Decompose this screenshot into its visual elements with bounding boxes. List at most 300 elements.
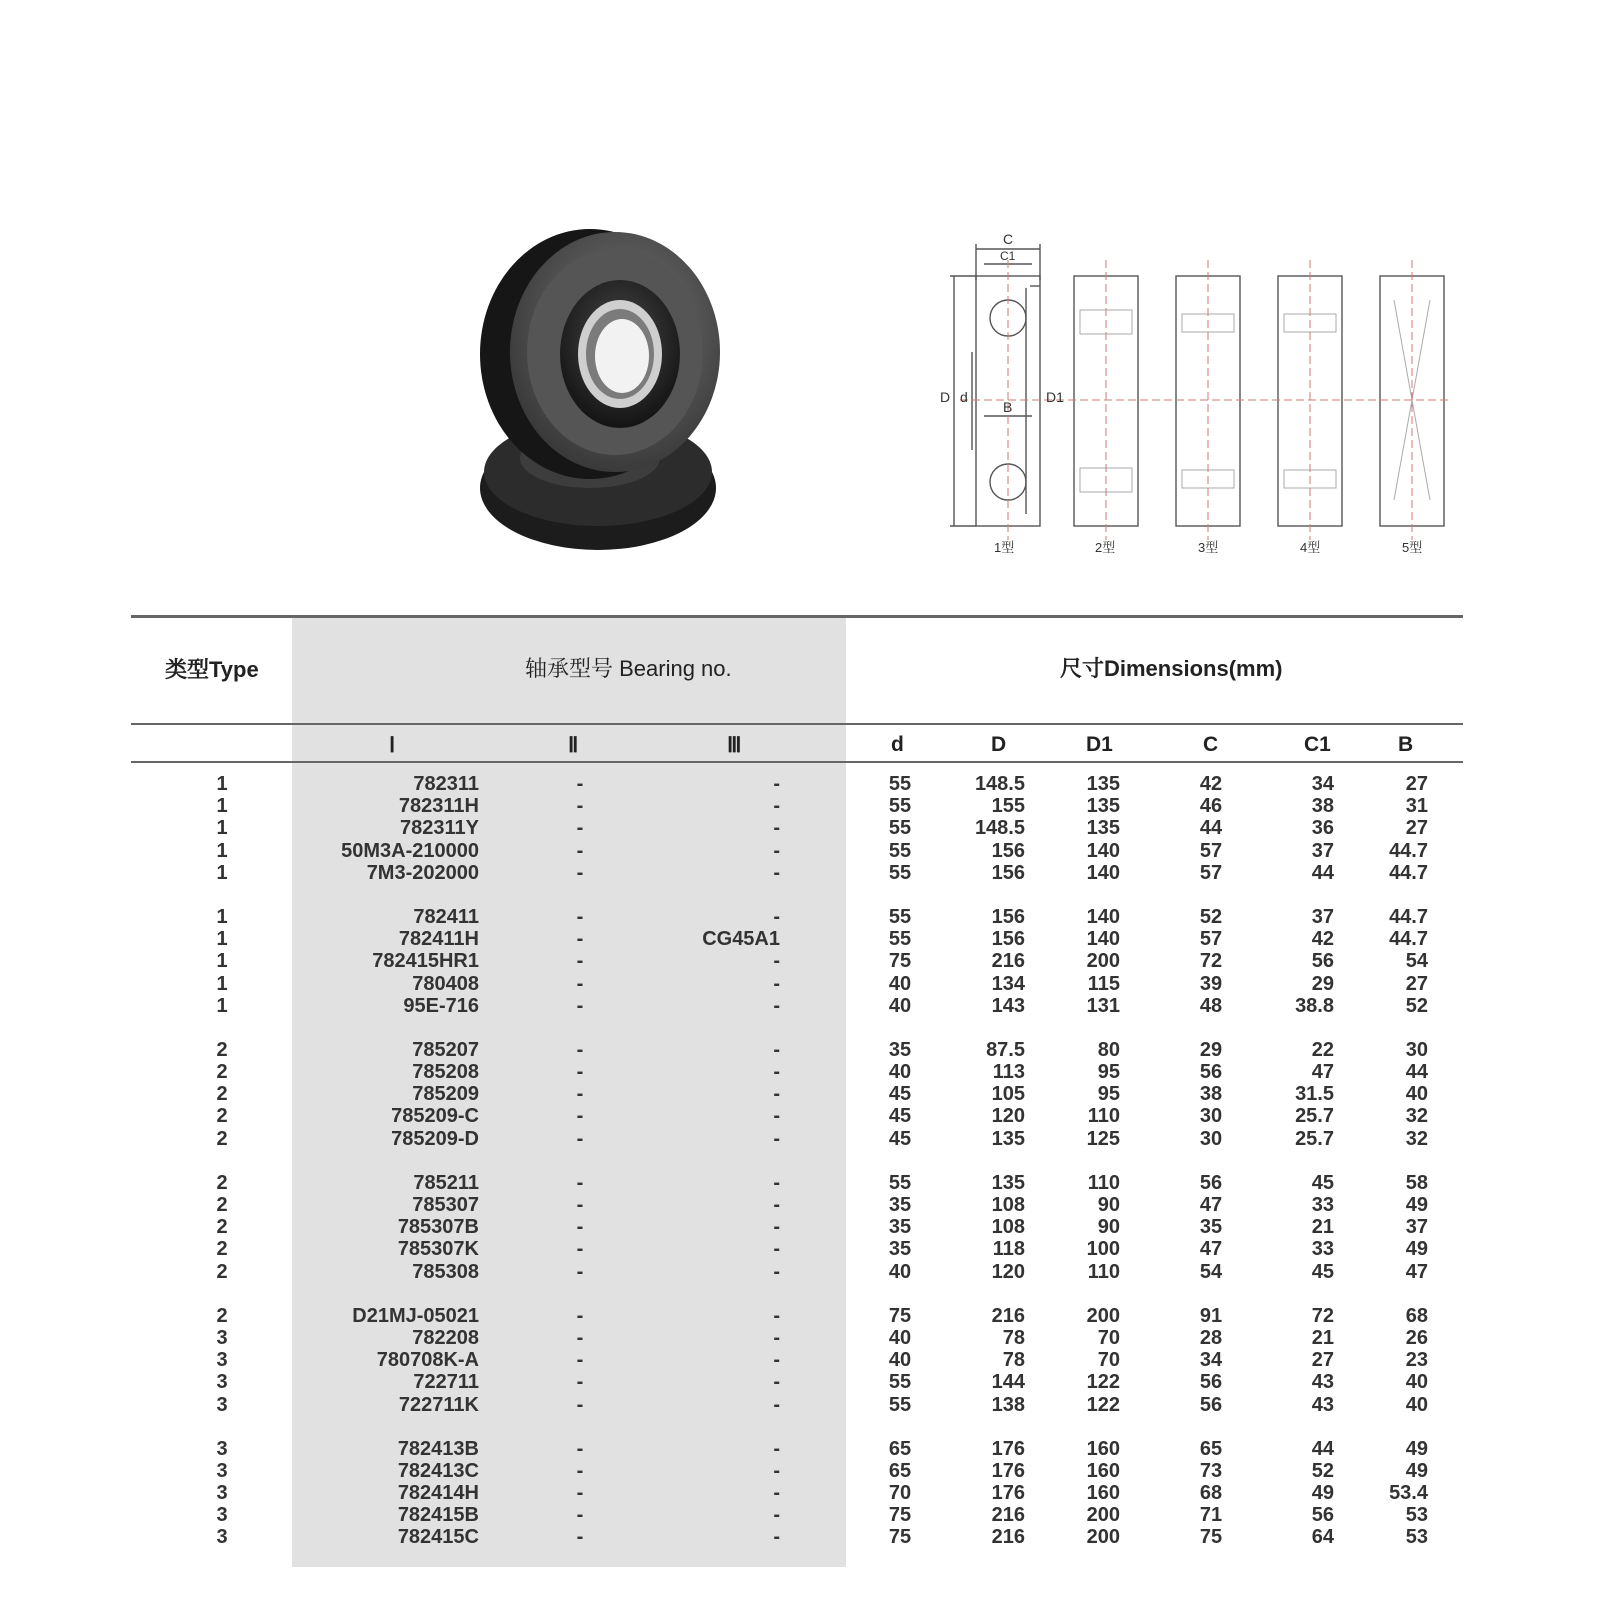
cell-bearing-iii: -: [773, 905, 780, 928]
cell-bearing-ii: -: [576, 1216, 584, 1239]
cell-type: 3: [216, 1349, 228, 1372]
cell-dim-C1: 37: [1311, 839, 1334, 862]
dim-label-c1: C1: [1000, 249, 1016, 263]
table-row: [0, 840, 1600, 862]
cell-dim-C1: 33: [1311, 1238, 1334, 1261]
cell-dim-D: 105: [991, 1083, 1025, 1106]
cell-dim-d: 65: [888, 1437, 912, 1460]
cell-bearing-i: 782414H: [397, 1482, 479, 1505]
cell-dim-B: 44.7: [1389, 839, 1428, 862]
cell-type: 1: [216, 972, 228, 995]
cell-bearing-iii: -: [773, 1127, 780, 1150]
cell-bearing-ii: -: [576, 1349, 584, 1372]
cell-bearing-ii: -: [576, 1061, 584, 1084]
cell-dim-C: 57: [1199, 861, 1223, 884]
subheader-b1: Ⅰ: [389, 734, 396, 757]
cell-dim-D1: 70: [1097, 1349, 1120, 1372]
cell-dim-d: 40: [888, 1326, 912, 1349]
cell-dim-D: 108: [991, 1194, 1025, 1216]
cell-bearing-i: 782411H: [398, 928, 479, 951]
row-group: [0, 1039, 1600, 1150]
cell-bearing-ii: -: [576, 1238, 584, 1261]
cell-dim-D1: 140: [1086, 839, 1120, 862]
cell-dim-C1: 38.8: [1295, 994, 1334, 1017]
cell-dim-d: 55: [888, 773, 912, 795]
cell-bearing-ii: -: [576, 1371, 584, 1394]
subheader-C1: C1: [1304, 733, 1331, 756]
cell-dim-d: 45: [888, 1083, 912, 1106]
cell-dim-C1: 45: [1311, 1260, 1334, 1283]
cell-dim-D1: 140: [1086, 905, 1120, 928]
table-body: [0, 773, 1600, 1571]
cell-bearing-iii: -: [773, 1038, 780, 1061]
cell-dim-C: 30: [1199, 1105, 1223, 1128]
cell-dim-B: 44: [1405, 1061, 1428, 1084]
cell-dim-D: 108: [991, 1216, 1025, 1239]
cell-bearing-i: 785209-D: [391, 1127, 479, 1150]
cell-dim-C1: 43: [1311, 1371, 1334, 1394]
cell-dim-D1: 95: [1097, 1061, 1120, 1084]
cell-dim-B: 53: [1405, 1504, 1428, 1527]
cell-dim-d: 55: [888, 1371, 912, 1394]
cell-type: 3: [216, 1437, 228, 1460]
cell-dim-D1: 110: [1087, 1260, 1120, 1283]
cell-bearing-i: 50M3A-210000: [341, 839, 479, 862]
cell-bearing-iii: -: [773, 994, 780, 1017]
cell-bearing-i: 782208: [412, 1326, 479, 1349]
subheader-d: d: [891, 733, 904, 756]
cell-dim-C: 71: [1199, 1504, 1223, 1527]
table-row: [0, 1394, 1600, 1416]
cell-dim-C1: 36: [1311, 817, 1334, 840]
cell-bearing-i: 785307K: [397, 1238, 479, 1261]
cell-bearing-i: 782411: [413, 905, 479, 928]
cell-bearing-iii: -: [773, 972, 780, 995]
table-row: [0, 1216, 1600, 1238]
cell-bearing-ii: -: [576, 1127, 584, 1150]
cell-bearing-i: 785207: [412, 1038, 479, 1061]
cell-dim-C: 75: [1199, 1526, 1223, 1549]
cell-bearing-iii: -: [773, 1482, 780, 1505]
row-group: [0, 773, 1600, 884]
table-row: [0, 1349, 1600, 1371]
cell-dim-D1: 131: [1086, 994, 1120, 1017]
cell-bearing-iii: -: [773, 839, 780, 862]
cell-bearing-iii: -: [773, 861, 780, 884]
cell-bearing-ii: -: [576, 861, 584, 884]
cell-dim-B: 32: [1405, 1127, 1428, 1150]
type-label-1: 1型: [994, 540, 1015, 555]
cell-dim-D: 143: [991, 994, 1025, 1017]
cell-dim-C1: 47: [1311, 1061, 1334, 1084]
cell-type: 1: [216, 994, 228, 1017]
table-row: [0, 950, 1600, 972]
cell-bearing-iii: -: [773, 1326, 780, 1349]
cell-bearing-i: 722711K: [398, 1393, 479, 1416]
cell-type: 1: [216, 905, 228, 928]
cell-dim-D: 78: [1002, 1349, 1025, 1372]
cell-dim-D1: 115: [1087, 972, 1120, 995]
cell-dim-d: 75: [888, 1304, 912, 1327]
row-group: [0, 1172, 1600, 1283]
cell-dim-D: 135: [991, 1171, 1025, 1194]
type-label-3: 3型: [1198, 540, 1219, 555]
cell-bearing-i: 785308: [412, 1260, 479, 1283]
cell-type: 2: [216, 1304, 228, 1327]
cell-bearing-i: 782413C: [397, 1459, 479, 1482]
cell-dim-B: 44.7: [1389, 861, 1428, 884]
cell-dim-D1: 200: [1086, 1526, 1120, 1549]
cell-dim-C1: 34: [1311, 773, 1334, 795]
cell-bearing-iii: -: [773, 1304, 780, 1327]
cell-dim-C1: 72: [1311, 1304, 1334, 1327]
cell-dim-B: 49: [1405, 1194, 1428, 1216]
cell-dim-C: 56: [1199, 1061, 1223, 1084]
cell-dim-B: 31: [1405, 795, 1428, 818]
cell-bearing-ii: -: [576, 1437, 584, 1460]
cell-dim-D1: 140: [1086, 861, 1120, 884]
cell-bearing-i: 785209: [412, 1083, 479, 1106]
cell-bearing-i: 785307: [412, 1194, 479, 1216]
cell-dim-D1: 160: [1086, 1437, 1120, 1460]
cell-dim-d: 55: [888, 905, 912, 928]
cell-dim-B: 52: [1405, 994, 1428, 1017]
cell-dim-C1: 37: [1311, 905, 1334, 928]
cell-bearing-i: 785209-C: [391, 1105, 479, 1128]
cell-bearing-ii: -: [576, 1459, 584, 1482]
cell-dim-D: 216: [991, 1504, 1025, 1527]
cell-dim-D: 216: [991, 1526, 1025, 1549]
cell-bearing-ii: -: [576, 1083, 584, 1106]
cell-dim-C: 56: [1199, 1371, 1223, 1394]
cell-type: 2: [216, 1238, 228, 1261]
cell-bearing-i: 95E-716: [403, 994, 479, 1017]
cell-bearing-iii: -: [773, 1194, 780, 1216]
cell-bearing-i: 782415HR1: [372, 950, 479, 973]
cell-dim-D: 216: [991, 1304, 1025, 1327]
cell-dim-d: 35: [888, 1194, 912, 1216]
cell-type: 2: [216, 1105, 228, 1128]
cell-type: 3: [216, 1504, 228, 1527]
cell-dim-D1: 90: [1097, 1216, 1120, 1239]
cell-dim-C1: 25.7: [1295, 1127, 1334, 1150]
cell-dim-C1: 38: [1311, 795, 1334, 818]
cell-dim-C: 91: [1199, 1304, 1223, 1327]
cell-bearing-ii: -: [576, 928, 584, 951]
table-row: [0, 1305, 1600, 1327]
cell-type: 1: [216, 817, 228, 840]
cell-bearing-ii: -: [576, 1194, 584, 1216]
cell-bearing-iii: -: [773, 1437, 780, 1460]
cell-dim-C: 68: [1199, 1482, 1223, 1505]
cell-dim-D1: 160: [1086, 1459, 1120, 1482]
cell-dim-D: 216: [991, 950, 1025, 973]
cell-dim-D: 118: [992, 1238, 1025, 1261]
cell-dim-D1: 95: [1097, 1083, 1120, 1106]
header-dimensions: 尺寸Dimensions(mm): [1060, 656, 1283, 681]
cell-bearing-ii: -: [576, 773, 584, 795]
cell-dim-D1: 90: [1097, 1194, 1120, 1216]
cell-dim-d: 40: [888, 1260, 912, 1283]
cell-dim-d: 40: [888, 994, 912, 1017]
cell-bearing-i: 7M3-202000: [366, 861, 479, 884]
cell-bearing-i: 782311: [413, 773, 479, 795]
cell-dim-C: 65: [1199, 1437, 1223, 1460]
cell-dim-D: 113: [992, 1061, 1025, 1084]
cell-dim-D1: 122: [1086, 1393, 1120, 1416]
cell-dim-B: 47: [1405, 1260, 1428, 1283]
cell-dim-C1: 56: [1311, 950, 1334, 973]
cell-dim-B: 44.7: [1389, 905, 1428, 928]
cell-dim-D: 134: [991, 972, 1025, 995]
cell-dim-B: 44.7: [1389, 928, 1428, 951]
cell-dim-C1: 29: [1311, 972, 1334, 995]
cell-dim-d: 75: [888, 1526, 912, 1549]
row-group: [0, 1305, 1600, 1416]
cell-bearing-i: 782415C: [397, 1526, 479, 1549]
cell-dim-B: 23: [1405, 1349, 1428, 1372]
table-row: [0, 973, 1600, 995]
cell-dim-C1: 25.7: [1295, 1105, 1334, 1128]
cell-dim-D1: 160: [1086, 1482, 1120, 1505]
cell-bearing-iii: -: [773, 1238, 780, 1261]
cell-dim-C1: 21: [1311, 1326, 1334, 1349]
cell-dim-d: 55: [888, 795, 912, 818]
cell-bearing-ii: -: [576, 1482, 584, 1505]
cell-dim-B: 27: [1405, 773, 1428, 795]
cell-bearing-i: 782311H: [398, 795, 479, 818]
cell-dim-d: 40: [888, 1349, 912, 1372]
cell-bearing-iii: -: [773, 1105, 780, 1128]
cell-dim-C: 73: [1199, 1459, 1223, 1482]
cell-bearing-iii: -: [773, 1216, 780, 1239]
cell-dim-d: 45: [888, 1105, 912, 1128]
cell-dim-C: 29: [1199, 1038, 1223, 1061]
cell-dim-D1: 80: [1097, 1038, 1120, 1061]
cell-dim-B: 40: [1405, 1393, 1428, 1416]
cell-dim-B: 58: [1405, 1171, 1428, 1194]
cell-dim-C: 52: [1199, 905, 1223, 928]
cell-dim-C1: 21: [1311, 1216, 1334, 1239]
cell-dim-d: 55: [888, 839, 912, 862]
cell-bearing-ii: -: [576, 1326, 584, 1349]
cell-dim-D: 156: [991, 839, 1025, 862]
cell-dim-C: 30: [1199, 1127, 1223, 1150]
cell-dim-B: 40: [1405, 1371, 1428, 1394]
type-label-2: 2型: [1095, 540, 1116, 555]
cell-dim-C: 35: [1199, 1216, 1223, 1239]
cell-bearing-iii: -: [773, 1459, 780, 1482]
cell-dim-D: 87.5: [986, 1038, 1025, 1061]
cell-type: 3: [216, 1526, 228, 1549]
table-row: [0, 1083, 1600, 1105]
cell-type: 1: [216, 795, 228, 818]
cell-dim-C: 47: [1199, 1238, 1223, 1261]
cell-bearing-i: 782311Y: [400, 817, 479, 840]
table-row: [0, 1061, 1600, 1083]
cell-dim-D: 148.5: [974, 817, 1025, 840]
bearing-cross-section-diagram: [920, 230, 1480, 575]
cell-dim-d: 55: [888, 861, 912, 884]
cell-dim-D: 78: [1002, 1326, 1025, 1349]
cell-dim-C: 72: [1199, 950, 1223, 973]
cell-bearing-ii: -: [576, 1105, 584, 1128]
table-row: [0, 1261, 1600, 1283]
cell-dim-C1: 31.5: [1295, 1083, 1334, 1106]
cell-bearing-iii: -: [773, 1061, 780, 1084]
cell-bearing-ii: -: [576, 1038, 584, 1061]
cell-dim-C1: 49: [1311, 1482, 1334, 1505]
cell-dim-d: 70: [888, 1482, 912, 1505]
cell-bearing-ii: -: [576, 839, 584, 862]
cell-dim-C1: 45: [1311, 1171, 1334, 1194]
table-row: [0, 1238, 1600, 1260]
cell-dim-d: 65: [888, 1459, 912, 1482]
cell-dim-B: 40: [1405, 1083, 1428, 1106]
cell-dim-C: 54: [1199, 1260, 1223, 1283]
cell-bearing-ii: -: [576, 795, 584, 818]
cell-bearing-iii: -: [773, 1371, 780, 1394]
row-group: [0, 1438, 1600, 1549]
table-row: [0, 795, 1600, 817]
cell-type: 3: [216, 1393, 228, 1416]
cell-dim-C: 47: [1199, 1194, 1223, 1216]
table-row: [0, 1460, 1600, 1482]
cell-bearing-iii: -: [773, 1504, 780, 1527]
cell-dim-d: 55: [888, 928, 912, 951]
cell-bearing-iii: -: [773, 817, 780, 840]
cell-dim-D: 144: [991, 1371, 1025, 1394]
dim-label-d: d: [960, 389, 968, 405]
cell-type: 1: [216, 950, 228, 973]
cell-bearing-ii: -: [576, 1504, 584, 1527]
cell-dim-D: 156: [991, 861, 1025, 884]
cell-dim-C1: 33: [1311, 1194, 1334, 1216]
cell-dim-C1: 56: [1311, 1504, 1334, 1527]
cell-dim-C: 56: [1199, 1171, 1223, 1194]
table-row: [0, 1194, 1600, 1216]
cell-dim-d: 35: [888, 1216, 912, 1239]
table-row: [0, 1172, 1600, 1194]
cell-dim-d: 45: [888, 1127, 912, 1150]
cell-dim-D: 138: [991, 1393, 1025, 1416]
cell-dim-C1: 64: [1311, 1526, 1334, 1549]
cell-type: 2: [216, 1038, 228, 1061]
subheader-D1: D1: [1086, 733, 1113, 756]
cell-bearing-i: 780408: [412, 972, 479, 995]
cell-type: 1: [216, 928, 228, 951]
cell-bearing-iii: -: [773, 1260, 780, 1283]
cell-bearing-ii: -: [576, 1171, 584, 1194]
cell-bearing-iii: -: [773, 950, 780, 973]
cell-dim-D: 156: [991, 905, 1025, 928]
cell-dim-C1: 42: [1311, 928, 1334, 951]
cell-dim-D: 135: [991, 1127, 1025, 1150]
dim-label-D: D: [940, 389, 951, 405]
cell-bearing-ii: -: [576, 1393, 584, 1416]
cell-dim-D: 176: [991, 1437, 1025, 1460]
table-top-rule: [131, 615, 1463, 618]
cell-bearing-ii: -: [576, 994, 584, 1017]
cell-dim-C1: 22: [1311, 1038, 1334, 1061]
cell-dim-C1: 27: [1311, 1349, 1334, 1372]
cell-bearing-i: 785208: [412, 1061, 479, 1084]
cell-dim-C: 46: [1199, 795, 1223, 818]
cell-dim-d: 40: [888, 972, 912, 995]
table-row: [0, 995, 1600, 1017]
cell-bearing-i: 722711: [413, 1371, 479, 1394]
dim-label-B: B: [1003, 399, 1013, 415]
table-row: [0, 1039, 1600, 1061]
cell-bearing-iii: -: [773, 1526, 780, 1549]
table-row: [0, 1504, 1600, 1526]
cell-dim-B: 49: [1405, 1437, 1428, 1460]
cell-type: 2: [216, 1171, 228, 1194]
cell-dim-D1: 200: [1086, 1504, 1120, 1527]
cell-type: 3: [216, 1482, 228, 1505]
cell-dim-C: 39: [1199, 972, 1223, 995]
cell-dim-D: 148.5: [974, 773, 1025, 795]
cell-type: 2: [216, 1260, 228, 1283]
cell-dim-D1: 122: [1086, 1371, 1120, 1394]
dim-label-D1: D1: [1046, 389, 1064, 405]
cell-bearing-ii: -: [576, 1526, 584, 1549]
cell-dim-D1: 135: [1086, 773, 1120, 795]
cell-dim-D1: 135: [1086, 795, 1120, 818]
cell-bearing-iii: -: [773, 1171, 780, 1194]
table-row: [0, 1327, 1600, 1349]
cell-type: 1: [216, 839, 228, 862]
cell-dim-C: 42: [1199, 773, 1223, 795]
cell-dim-D1: 135: [1086, 817, 1120, 840]
cell-dim-B: 54: [1405, 950, 1428, 973]
cell-dim-d: 35: [888, 1238, 912, 1261]
cell-dim-d: 55: [888, 1393, 912, 1416]
cell-dim-B: 49: [1405, 1238, 1428, 1261]
cell-type: 1: [216, 773, 228, 795]
cell-dim-C: 57: [1199, 928, 1223, 951]
table-row: [0, 1526, 1600, 1548]
cell-dim-C: 38: [1199, 1083, 1223, 1106]
cell-dim-D1: 110: [1087, 1171, 1120, 1194]
cell-bearing-ii: -: [576, 905, 584, 928]
cell-bearing-i: 782415B: [397, 1504, 479, 1527]
cell-dim-B: 30: [1405, 1038, 1428, 1061]
table-row: [0, 817, 1600, 839]
cell-dim-D: 120: [991, 1260, 1025, 1283]
cell-bearing-ii: -: [576, 950, 584, 973]
row-group: [0, 906, 1600, 1017]
cell-dim-B: 37: [1405, 1216, 1428, 1239]
type-label-5: 5型: [1402, 540, 1423, 555]
cell-dim-D1: 70: [1097, 1326, 1120, 1349]
cell-dim-D1: 200: [1086, 1304, 1120, 1327]
cell-dim-D1: 125: [1086, 1127, 1120, 1150]
cell-type: 3: [216, 1326, 228, 1349]
table-row: [0, 862, 1600, 884]
cell-dim-D1: 100: [1086, 1238, 1120, 1261]
cell-type: 2: [216, 1083, 228, 1106]
cell-dim-C1: 44: [1311, 861, 1334, 884]
cell-dim-D: 155: [991, 795, 1025, 818]
subheader-b2: Ⅱ: [568, 734, 579, 757]
cell-type: 2: [216, 1216, 228, 1239]
cell-type: 3: [216, 1371, 228, 1394]
bearing-product-photo: [480, 226, 745, 572]
table-row: [0, 1482, 1600, 1504]
cell-dim-C1: 44: [1311, 1437, 1334, 1460]
cell-bearing-iii: CG45A1: [702, 928, 780, 951]
